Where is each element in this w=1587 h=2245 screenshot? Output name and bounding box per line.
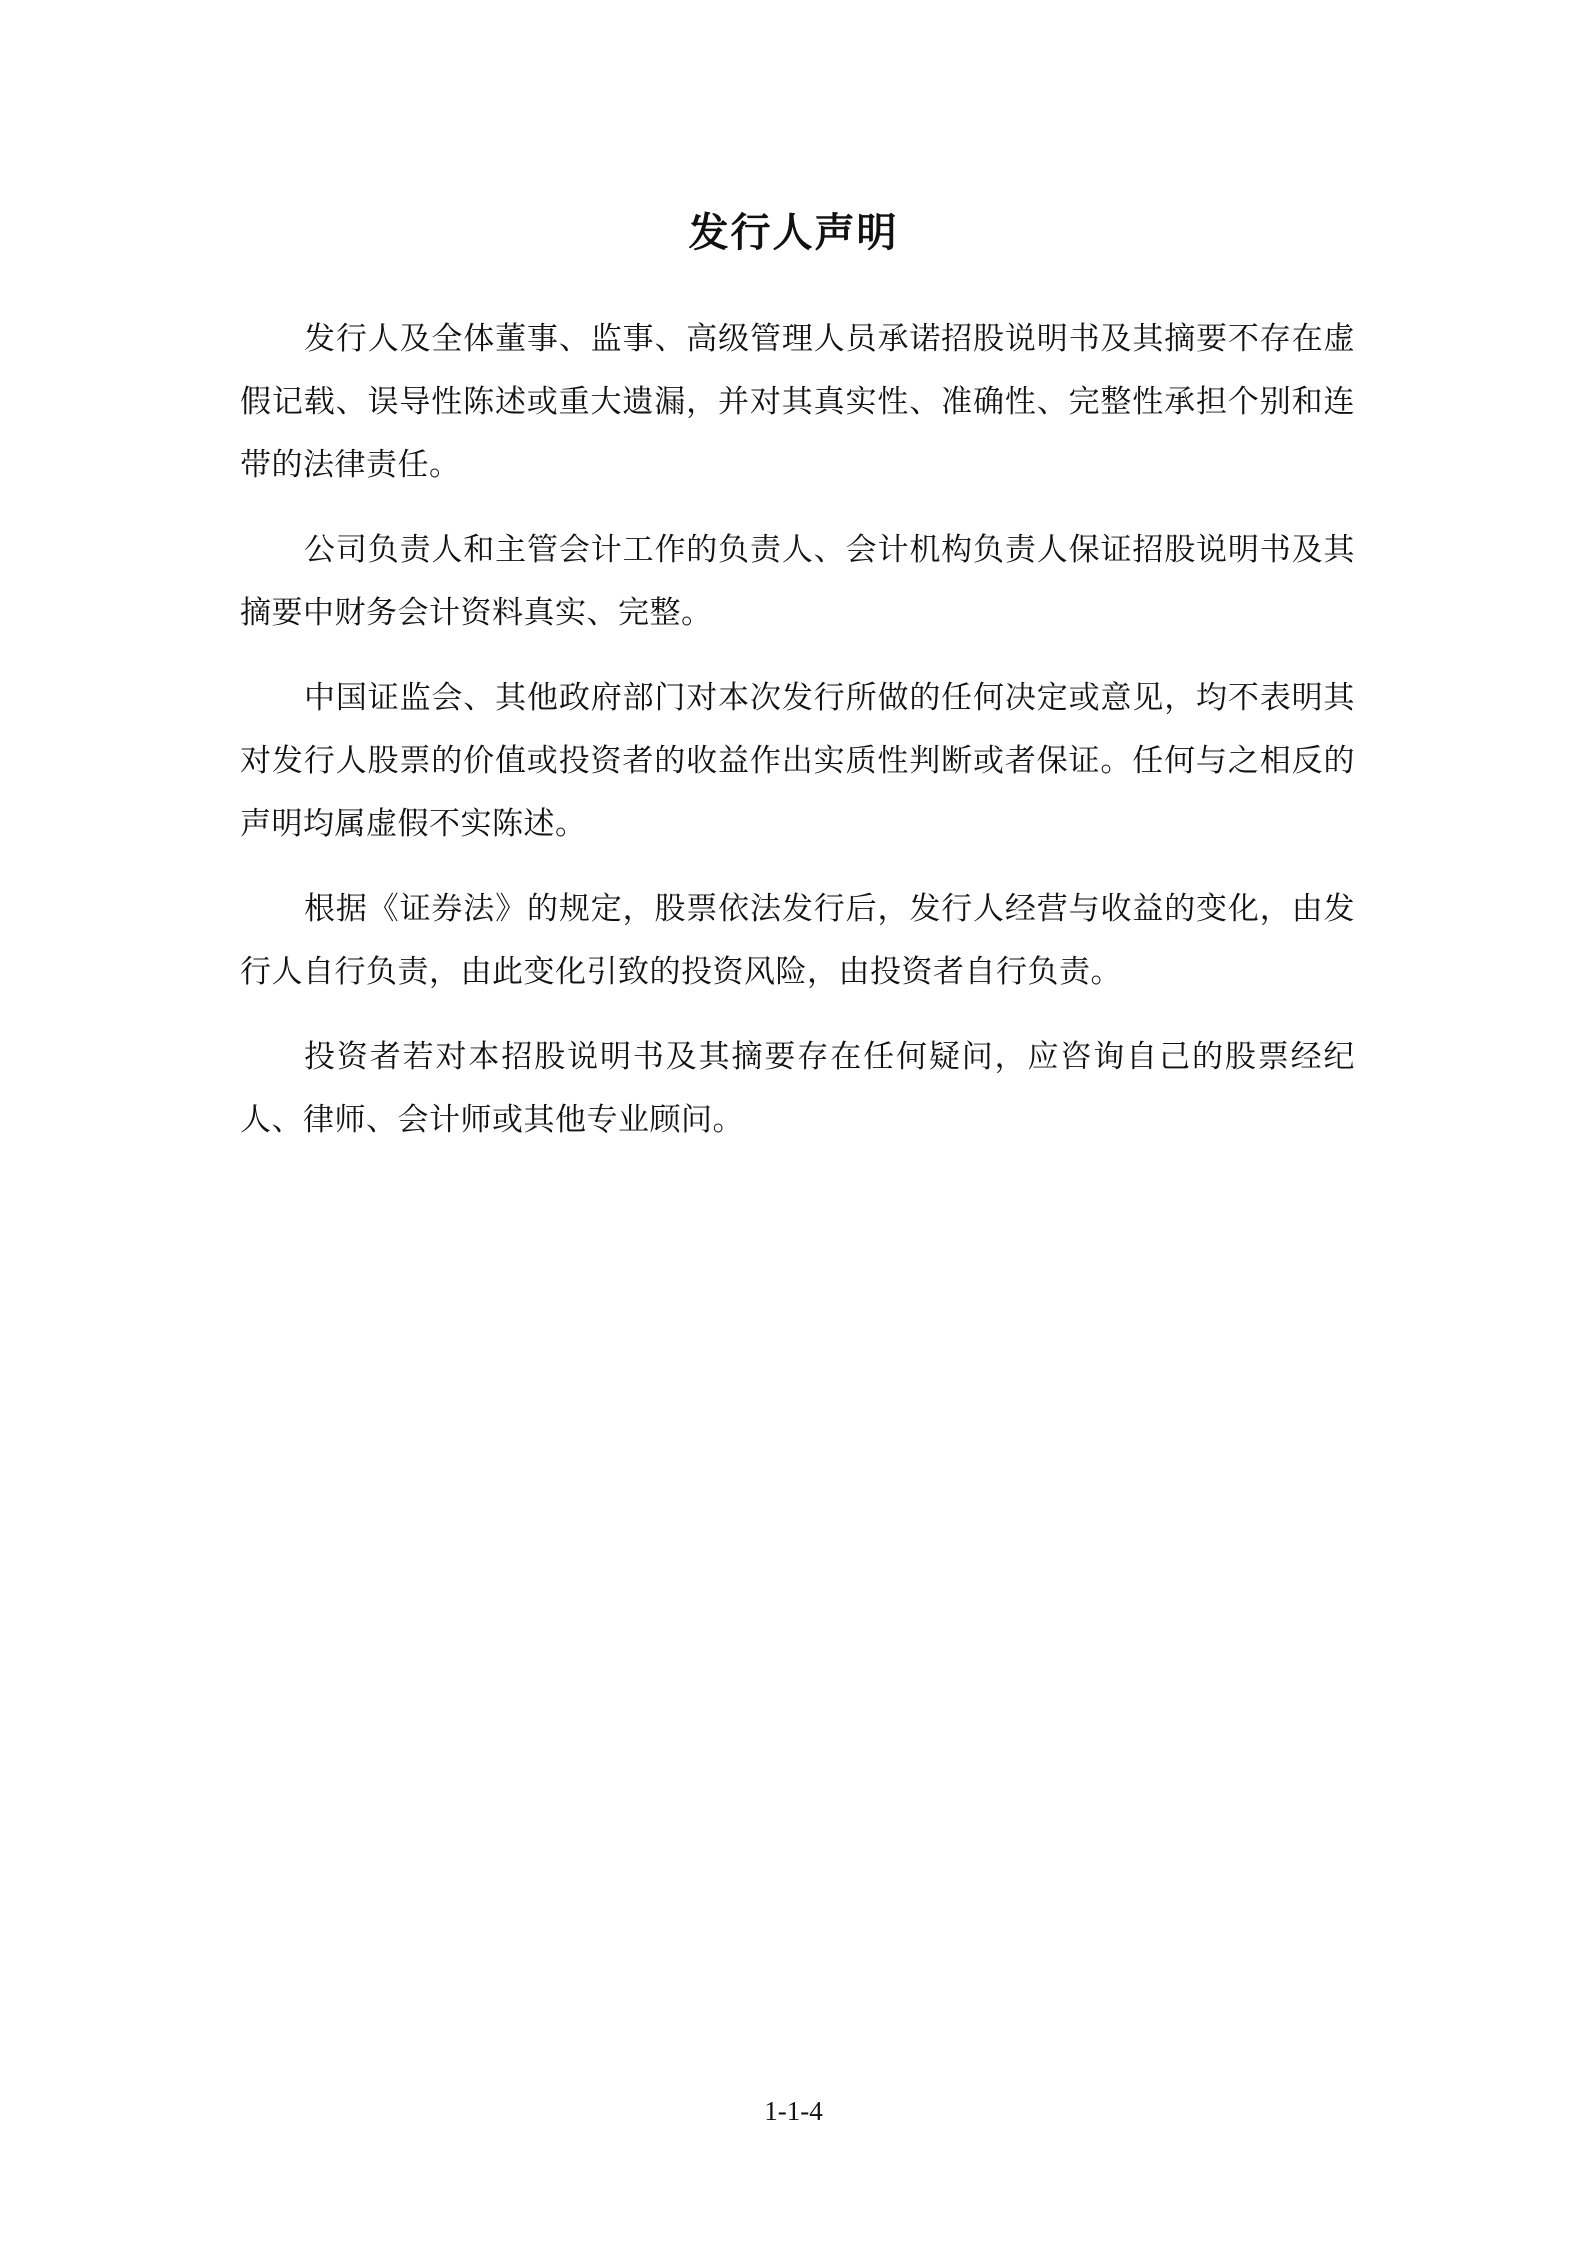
page-title: 发行人声明 [688, 210, 899, 256]
paragraph-2: 公司负责人和主管会计工作的负责人、会计机构负责人保证招股说明书及其摘要中财务会计资料真实、完整。 [240, 532, 1355, 631]
paragraph-1: 发行人及全体董事、监事、高级管理人员承诺招股说明书及其摘要不存在虚假记载、误导性陈述或重大遗漏，并对其真实性、准确性、完整性承担个别和连带的法律责任。 [240, 321, 1355, 483]
paragraph-3: 中国证监会、其他政府部门对本次发行所做的任何决定或意见，均不表明其对发行人股票的价值或投资者的收益作出实质性判断或者保证。任何与之相反的声明均属虚假不实陈述。 [240, 680, 1355, 842]
paragraph-4: 根据《证券法》的规定，股票依法发行后，发行人经营与收益的变化，由发行人自行负责，由此变化引致的投资风险，由投资者自行负责。 [240, 891, 1355, 990]
page-number: 1-1-4 [764, 2096, 823, 2126]
statement-body [240, 308, 1355, 1174]
paragraph-5: 投资者若对本招股说明书及其摘要存在任何疑问，应咨询自己的股票经纪人、律师、会计师或其他专业顾问。 [240, 1039, 1355, 1138]
